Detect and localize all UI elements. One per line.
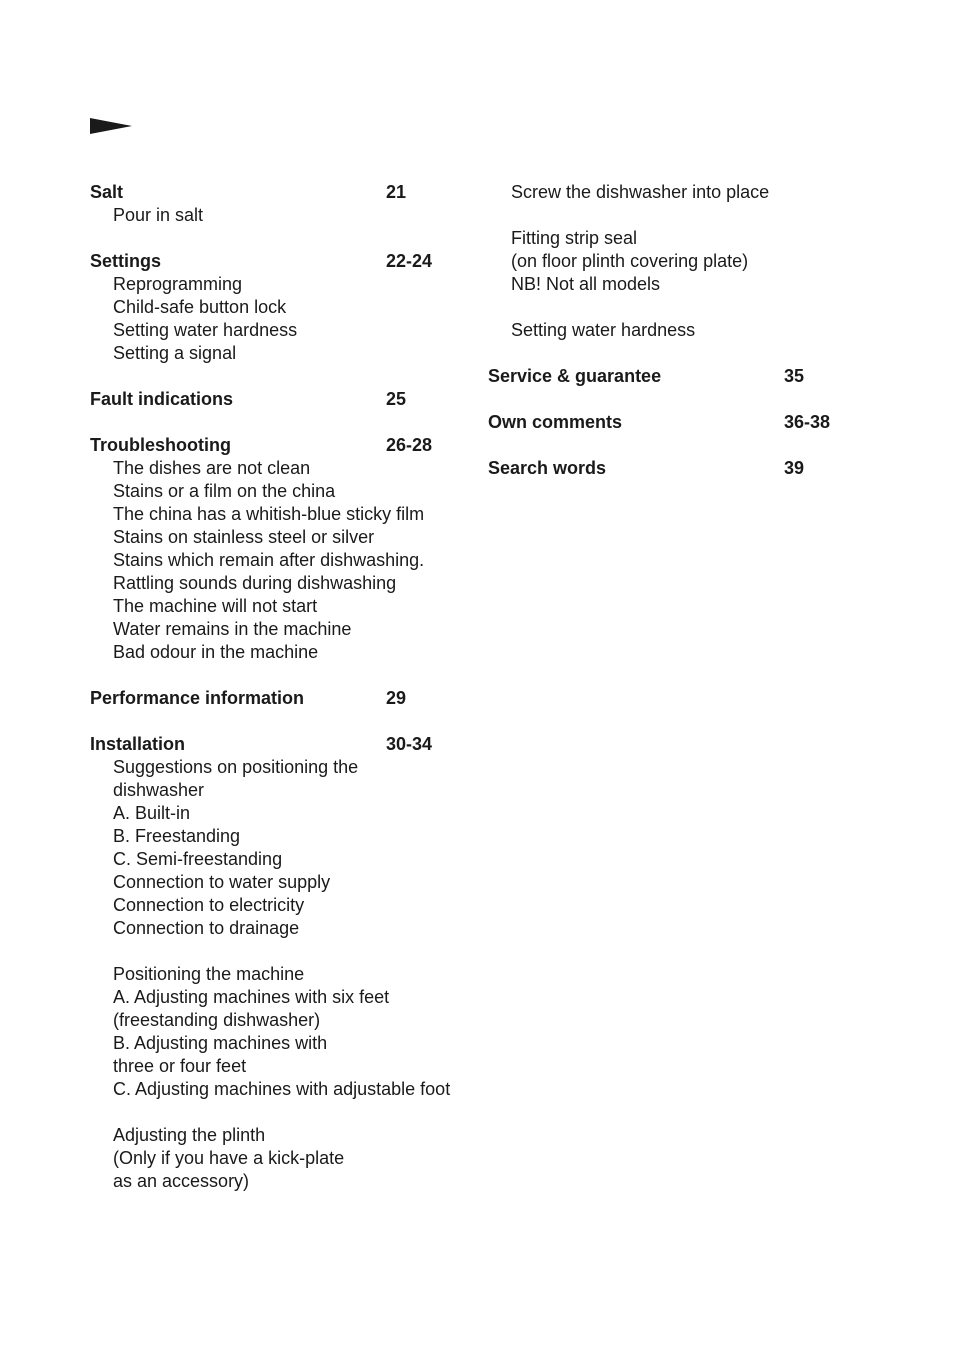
toc-subentry: three or four feet xyxy=(113,1056,247,1076)
section-title: Installation xyxy=(90,734,186,754)
toc-subentry: Setting a signal xyxy=(113,343,237,363)
toc-right-column xyxy=(488,181,928,480)
spacer xyxy=(488,296,928,319)
toc-subentry: (on floor plinth covering plate) xyxy=(511,251,749,271)
toc-subentry: NB! Not all models xyxy=(511,274,661,294)
section-page-number: 36-38 xyxy=(784,412,831,432)
section-title: Service & guarantee xyxy=(488,366,662,386)
toc-subentry: Rattling sounds during dishwashing xyxy=(113,573,397,593)
toc-subentry: Connection to water supply xyxy=(113,872,331,892)
spacer xyxy=(90,227,490,250)
toc-subentry: (freestanding dishwasher) xyxy=(113,1010,321,1030)
toc-subentry: Adjusting the plinth xyxy=(113,1125,266,1145)
toc-section-heading xyxy=(90,687,490,710)
toc-subentry: The machine will not start xyxy=(113,596,318,616)
section-title: Performance information xyxy=(90,688,305,708)
section-page-number: 29 xyxy=(386,688,407,708)
section-page-number: 25 xyxy=(386,389,407,409)
toc-subentry: Connection to electricity xyxy=(113,895,305,915)
toc-left-column xyxy=(90,181,490,1193)
toc-subentry: Child-safe button lock xyxy=(113,297,287,317)
toc-subentry: Stains on stainless steel or silver xyxy=(113,527,375,547)
toc-subentry: The dishes are not clean xyxy=(113,458,311,478)
toc-section-heading xyxy=(90,733,490,756)
toc-subentry: as an accessory) xyxy=(113,1171,250,1191)
toc-subentry: Water remains in the machine xyxy=(113,619,352,639)
toc-subentry: Positioning the machine xyxy=(113,964,305,984)
section-page-number: 30-34 xyxy=(386,734,433,754)
toc-subentry: B. Adjusting machines with xyxy=(113,1033,328,1053)
toc-subentry: A. Adjusting machines with six feet xyxy=(113,987,390,1007)
toc-subentry: Stains which remain after dishwashing. xyxy=(113,550,425,570)
toc-section-heading xyxy=(90,181,490,204)
toc-subentry: Screw the dishwasher into place xyxy=(511,182,770,202)
toc-subentry: Bad odour in the machine xyxy=(113,642,319,662)
toc-subentry: Fitting strip seal xyxy=(511,228,638,248)
spacer xyxy=(90,365,490,388)
section-title: Settings xyxy=(90,251,162,271)
toc-section-heading xyxy=(90,250,490,273)
spacer xyxy=(488,388,928,411)
spacer xyxy=(90,664,490,687)
toc-subentry: B. Freestanding xyxy=(113,826,241,846)
section-title: Fault indications xyxy=(90,389,234,409)
section-title: Search words xyxy=(488,458,607,478)
spacer xyxy=(488,434,928,457)
toc-subentry: Stains or a film on the china xyxy=(113,481,336,501)
toc-subentry: Reprogramming xyxy=(113,274,243,294)
section-title: Troubleshooting xyxy=(90,435,231,455)
toc-section-heading xyxy=(488,457,928,480)
section-page-number: 39 xyxy=(784,458,805,478)
section-title: Salt xyxy=(90,182,124,202)
section-page-number: 26-28 xyxy=(386,435,433,455)
toc-section-heading xyxy=(488,365,928,388)
toc-subentry: Setting water hardness xyxy=(511,320,696,340)
spacer xyxy=(90,411,490,434)
toc-subentry: Pour in salt xyxy=(113,205,204,225)
toc-subentry: Suggestions on positioning the xyxy=(113,757,359,777)
toc-subentry: Connection to drainage xyxy=(113,918,300,938)
toc-subentry: Setting water hardness xyxy=(113,320,298,340)
toc-subentry: dishwasher xyxy=(113,780,205,800)
toc-subentry: C. Adjusting machines with adjustable foot xyxy=(113,1079,451,1099)
section-page-number: 22-24 xyxy=(386,251,433,271)
spacer xyxy=(90,710,490,733)
spacer xyxy=(488,204,928,227)
section-page-number: 21 xyxy=(386,182,407,202)
pointer-arrow-icon xyxy=(90,118,132,134)
toc-subentry: A. Built-in xyxy=(113,803,191,823)
toc-subentry: C. Semi-freestanding xyxy=(113,849,283,869)
toc-subentry: The china has a whitish-blue sticky film xyxy=(113,504,425,524)
toc-section-heading xyxy=(488,411,928,434)
section-page-number: 35 xyxy=(784,366,805,386)
toc-section-heading xyxy=(90,434,490,457)
spacer xyxy=(90,1101,490,1124)
spacer xyxy=(90,940,490,963)
spacer xyxy=(488,342,928,365)
section-title: Own comments xyxy=(488,412,623,432)
toc-subentry: (Only if you have a kick-plate xyxy=(113,1148,345,1168)
toc-section-heading xyxy=(90,388,490,411)
